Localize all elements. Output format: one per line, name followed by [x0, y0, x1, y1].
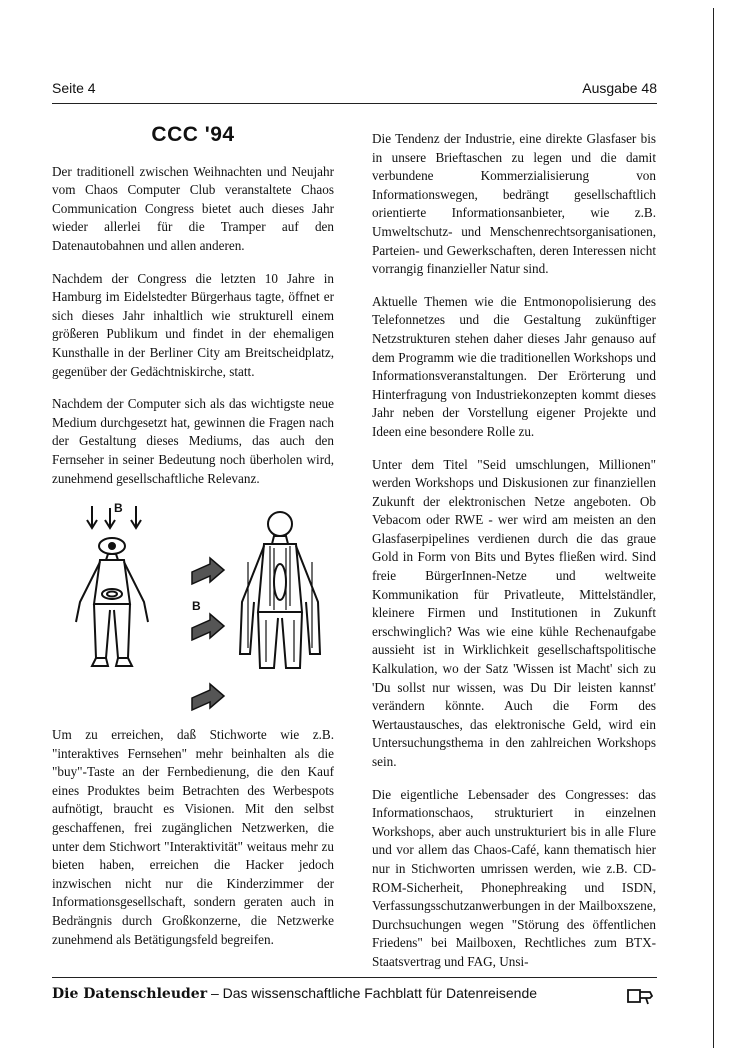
down-arrow-icon: [131, 506, 141, 528]
left-column: [52, 123, 334, 963]
paragraph-location: Nachdem der Congress die letzten 10 Jahre in Hamburg im Eidelstedter Bürgerhaus tagte, öffnet er sich dieses Jahr inhaltlich wie strukturell einem größeren Publikum und findet in der ehemaligen Kunsthalle in der Berliner City am Breitscheidplatz, gegenüber der Gedächtniskirche, statt.: [52, 270, 334, 379]
illustration-figures: [52, 502, 334, 714]
article-title: CCC '94: [151, 123, 235, 146]
scan-edge-line: [713, 8, 714, 1048]
right-arrow-icon: [192, 558, 224, 584]
paragraph-lifeblood: Die eigentliche Lebensader des Congresses: das Informationschaos, strukturiert in einzelnen Workshops, aber auch unstrukturiert bis in alle Flure und vor allem das Chaos-Café, kann thematisch hier nur in Stichworten umrissen werden, wie z.B. CD-ROM-Sicherheit, Phonephreaking und ISDN, Verfassungsschutzanwerbungen in der Mailboxszene, Durchsuchungen wegen "Störung des öffentlichen Friedens" bei Mailboxen, Rechtliches zum BTX-Staatsvertrag und FAG, Unsi-: [372, 786, 656, 969]
paragraph-millionen: Unter dem Titel "Seid umschlungen, Millionen" werden Workshops und Diskusionen zur finanziellen Zukunft der elektronischen Netze angeboten. Ob Vebacom oder RWE - wer wird am meisten an den Glasfaserpipelines verdienen durch die das graue Gold in Form von Bits und Bytes fließen wird. Sind freie BürgerInnen-Netze und weltweite Kommunikation für Privatleute, Mittelständler, kleinere Firmen und Institutionen in Zukunft erschwinglich? Was wie eine kühle Rechenaufgabe aussieht ist in Wirklichkeit gesellschaftspolitische Kalkulation, wo der Satz 'Wissen ist Macht' sich zu 'Du sollst nur wissen, was Du Dir leisten kannst' verändern könnte. Auch die Form des Wertaustausches, das elektronische Geld, wird ein Untersuchungsthema in den zahlreichen Workshops sein.: [372, 456, 656, 769]
right-arrow-icon: [192, 684, 224, 710]
paragraph-medium: Nachdem der Computer sich als das wichtigste neue Medium durchgesetzt hat, gewinnen die Fragen nach der Gestaltung dieses Mediums, das auch den Fernseher in seiner Bedeutung noch überholen wird, zunehmend gesellschaftliche Relevanz.: [52, 396, 334, 486]
down-arrow-icon: [87, 506, 97, 528]
paragraph-interactive-tv: Um zu erreichen, daß Stichworte wie z.B. "interaktives Fernsehen" mehr beinhalten als die "buy"-Taste an der Fernbedienung, die den Kauf eines Produktes beim Betrachten des Werbespots aufnötigt, braucht es Visionen. Mit den selbst geschaffenen, frei zugänglichen Netzwerken, die unter dem Stichwort "Interaktivität" weitaus mehr zu bieten haben, erreichen die Hacker jedoch inzwischen nicht nur die Kinderzimmer der Informationsgesellschaft, sondern geraten auch in Bedrängnis durch Großkonzerne, die Netzwerke zunehmend als Betätigungsfeld begreifen.: [52, 727, 334, 947]
issue-number: Ausgabe 48: [582, 80, 657, 96]
paragraph-intro: Der traditionell zwischen Weihnachten und Neujahr vom Chaos Computer Club veranstaltete Chaos Communication Congress bietet auch dieses Jahr wieder allerlei für die Tramper auf den Datenautobahnen und allen anderen.: [52, 163, 334, 253]
person-figure-left: [76, 538, 148, 666]
right-column: [372, 130, 656, 986]
paragraph-topics: Aktuelle Themen wie die Entmonopolisierung des Telefonnetzes und die Gestaltung zukünftiger Netzstrukturen stehen daher dieses Jahr genauso auf dem Programm wie die traditionellen Workshops und Informationsveranstaltungen. Der Erörterung und Hinterfragung von Industriekonzepten kommt dieses Jahr neben der Vorstellung eigener Projekte und Ideen eine besondere Rolle zu.: [372, 293, 656, 439]
header-rule: [52, 103, 657, 104]
hand-pointer-icon: [626, 984, 656, 1006]
illustration-superscript-label: B: [114, 502, 123, 516]
footer-rule: [52, 977, 657, 978]
illustration-side-label: B: [192, 599, 201, 614]
person-figure-right: [240, 512, 320, 668]
footer-tagline: – Das wissenschaftliche Fachblatt für Datenreisende: [207, 985, 538, 1001]
footer-line: [52, 985, 537, 1002]
paragraph-industry: Die Tendenz der Industrie, eine direkte Glasfaser bis in unsere Brieftaschen zu legen und die damit verbundene Kommerzialisierung von Informationswegen, bedrängt gesellschaftlich orientierte Informationsanbieter, wie z.B. Umweltschutz- und Menschenrechtsorganisationen, Parteien- und Gewerkschaften, deren Interessen nicht vorrangig finanzieller Natur sind.: [372, 131, 656, 277]
magazine-logo: Die Datenschleuder: [52, 986, 208, 1002]
page-number: Seite 4: [52, 80, 96, 96]
right-arrow-icon: [192, 614, 224, 640]
